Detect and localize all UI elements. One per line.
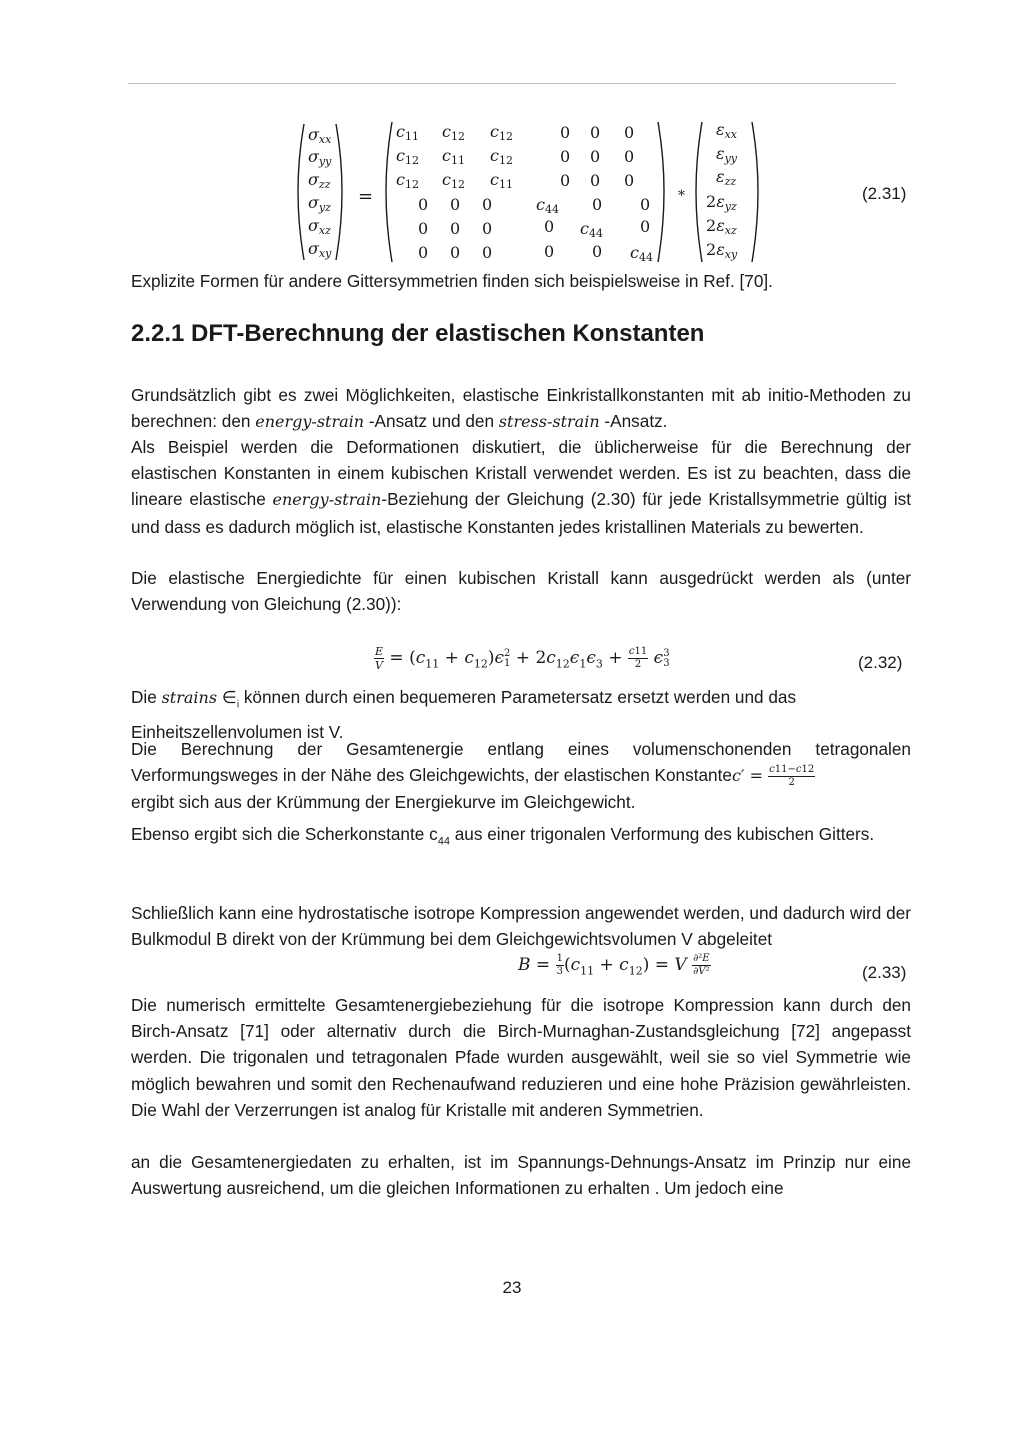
svg-text:0: 0 [592, 195, 603, 214]
svg-text:c44: c44 [580, 219, 603, 240]
svg-text:c44: c44 [630, 243, 653, 264]
svg-text:c12: c12 [442, 122, 465, 143]
after-equation-text: Explizite Formen für andere Gittersymmetrien finden sich beispielsweise in Ref. [70]. [131, 271, 773, 291]
svg-text:c12: c12 [490, 122, 513, 143]
svg-text:0: 0 [590, 171, 601, 190]
sigma-yy: σyy [308, 147, 332, 168]
svg-text:c11: c11 [442, 146, 465, 167]
equation-2-32: $\frac{E}{V}$ = $(c_{11} + c_{12})\epsilon$ 2 1 + $2c_{12}\epsilon_1\epsilon_3$ + $\frac{c11}{2}$ ϵ 3 3 [375, 645, 670, 672]
svg-text:0: 0 [590, 123, 601, 142]
svg-text:0: 0 [482, 195, 493, 214]
svg-text:0: 0 [560, 147, 571, 166]
svg-text:0: 0 [544, 217, 555, 236]
svg-text:0: 0 [640, 217, 651, 236]
svg-text:0: 0 [418, 243, 429, 262]
paragraph-7: Schließlich kann eine hydrostatische isotrope Kompression angewendet werden, und dadurch wird der Bulkmodul B direkt von der Krümmung bei dem Gleichgewichtsvolumen V abgeleitet [131, 903, 911, 950]
equation-2-33-number: (2.33) [862, 963, 907, 982]
page-number: 23 [502, 1278, 522, 1297]
svg-text:εxx: εxx [716, 120, 738, 141]
svg-text:εyy: εyy [716, 144, 738, 165]
svg-text:2εxz: 2εxz [706, 216, 737, 237]
svg-text:0: 0 [640, 195, 651, 214]
equation-2-33: B = $\frac{1}{3}$ $(c_{11} + c_{12}) = V$ $\frac{\text{∂²E}}{\text{∂V²}}$ [518, 953, 710, 978]
svg-text:0: 0 [482, 243, 493, 262]
svg-text:*: * [678, 188, 685, 204]
svg-text:0: 0 [624, 171, 635, 190]
equation-2-31-number: (2.31) [862, 184, 907, 203]
paragraph-1: Grundsätzlich gibt es zwei Möglichkeiten, elastische Einkristallkonstanten mit ab initio-Methoden zu berechnen: den energy-strain -Ansatz und den stress-strain -Ansatz. [131, 385, 911, 432]
sigma-xy: σxy [308, 239, 332, 260]
svg-text:c12: c12 [396, 170, 419, 191]
svg-text:0: 0 [418, 219, 429, 238]
paragraph-9: an die Gesamtenergiedaten zu erhalten, ist im Spannungs-Dehnungs-Ansatz im Prinzip nur eine Auswertung ausreichend, um die gleichen Informationen zu erhalten . Um jedoch eine [131, 1152, 911, 1199]
sigma-xz: σxz [308, 216, 331, 237]
paragraph-6: Ebenso ergibt sich die Scherkonstante $c_{44}$ aus einer trigonalen Verformung des kubischen Gitters. [131, 824, 875, 848]
svg-text:0: 0 [624, 147, 635, 166]
sigma-zz: σzz [308, 170, 331, 191]
paragraph-3: Die elastische Energiedichte für einen kubischen Kristall kann ausgedrückt werden als (unter Verwendung von Gleichung (2.30)): [131, 568, 911, 615]
svg-text:2εxy: 2εxy [706, 240, 738, 261]
sigma-yz: σyz [308, 193, 331, 214]
svg-text:0: 0 [450, 243, 461, 262]
svg-text:c11: c11 [396, 122, 419, 143]
equation-2-31 [290, 118, 770, 268]
svg-text:0: 0 [560, 171, 571, 190]
svg-text:c11: c11 [490, 170, 513, 191]
svg-text:0: 0 [544, 242, 555, 261]
svg-text:εzz: εzz [716, 167, 737, 188]
svg-text:0: 0 [450, 219, 461, 238]
svg-text:0: 0 [624, 123, 635, 142]
section-heading: 2.2.1 DFT-Berechnung der elastischen Konstanten [131, 320, 705, 347]
svg-text:0: 0 [482, 219, 493, 238]
svg-text:0: 0 [418, 195, 429, 214]
svg-text:0: 0 [450, 195, 461, 214]
sigma-xx: σxx [308, 125, 332, 146]
svg-text:0: 0 [590, 147, 601, 166]
paragraph-8: Die numerisch ermittelte Gesamtenergiebeziehung für die isotrope Kompression kann durch den Birch-Ansatz [71] oder alternativ durch die Birch-Murnaghan-Zustandsgleichung [72] angepasst werden. Die trigonalen und tetragonalen Pfade wurden ausgewählt, weil sie so viel Symmetrie wie möglich bewahren und somit den Rechenaufwand reduzieren und eine hohe Präzision gewährleisten. Die Wahl der Verzerrungen ist analog für Kristalle mit anderen Symmetrien. [131, 995, 911, 1120]
svg-text:0: 0 [592, 242, 603, 261]
svg-text:0: 0 [560, 123, 571, 142]
paragraph-4: Die strains $\in_i$ können durch einen bequemeren Parametersatz ersetzt werden und das Einheitszellenvolumen ist V. [131, 687, 797, 742]
paragraph-2: Als Beispiel werden die Deformationen diskutiert, die üblicherweise für die Berechnung der elastischen Konstanten in einem kubischen Kristall verwendet werden. Es ist zu beachten, dass die lineare elastische energy-strain-Beziehung der Gleichung (2.30) für jede Kristallsymmetrie gültig ist und dass es dadurch möglich ist, elastische Konstanten jedes kristallinen Materials zu bewerten. [131, 437, 912, 537]
svg-text:c12: c12 [442, 170, 465, 191]
svg-text:=: = [358, 186, 374, 207]
paragraph-5: Die Berechnung der Gesamtenergie entlang eines volumenschonenden tetragonalen Verformungsweges in der Nähe des Gleichgewichts, der elastischen Konstantec′ = $\frac{c11-c12}{2}$ ergibt sich aus der Krümmung der Energiekurve im Gleichgewicht. [131, 739, 911, 813]
svg-text:2εyz: 2εyz [706, 192, 737, 213]
equation-2-32-number: (2.32) [858, 653, 903, 672]
svg-text:c12: c12 [396, 146, 419, 167]
svg-text:c44: c44 [536, 195, 559, 216]
header-rule [128, 83, 896, 84]
svg-text:c12: c12 [490, 146, 513, 167]
